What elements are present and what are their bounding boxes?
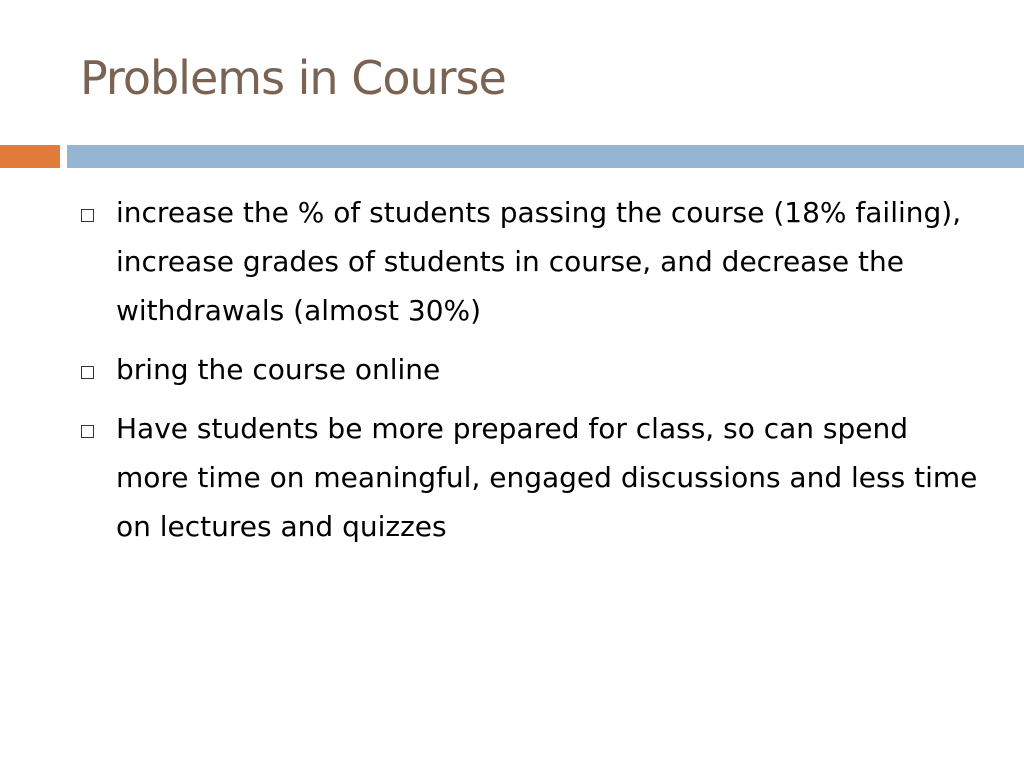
bullet-item — [80, 345, 980, 394]
square-bullet-icon — [81, 425, 94, 438]
bullet-list — [80, 188, 980, 561]
bullet-text: Have students be more prepared for class, so can spend more time on meaningful, engaged discussions and less time on lectures and quizzes — [116, 412, 978, 543]
bullet-text: increase the % of students passing the course (18% failing), increase grades of students in course, and decrease the withdrawals (almost 30%) — [116, 196, 962, 327]
square-bullet-icon — [81, 366, 94, 379]
title-divider-bar — [67, 145, 1024, 168]
bullet-item — [80, 188, 980, 335]
bullet-text: bring the course online — [116, 353, 441, 386]
bullet-item — [80, 404, 980, 551]
square-bullet-icon — [81, 209, 94, 222]
slide-title: Problems in Course — [80, 51, 506, 105]
title-accent-bar — [0, 145, 60, 168]
